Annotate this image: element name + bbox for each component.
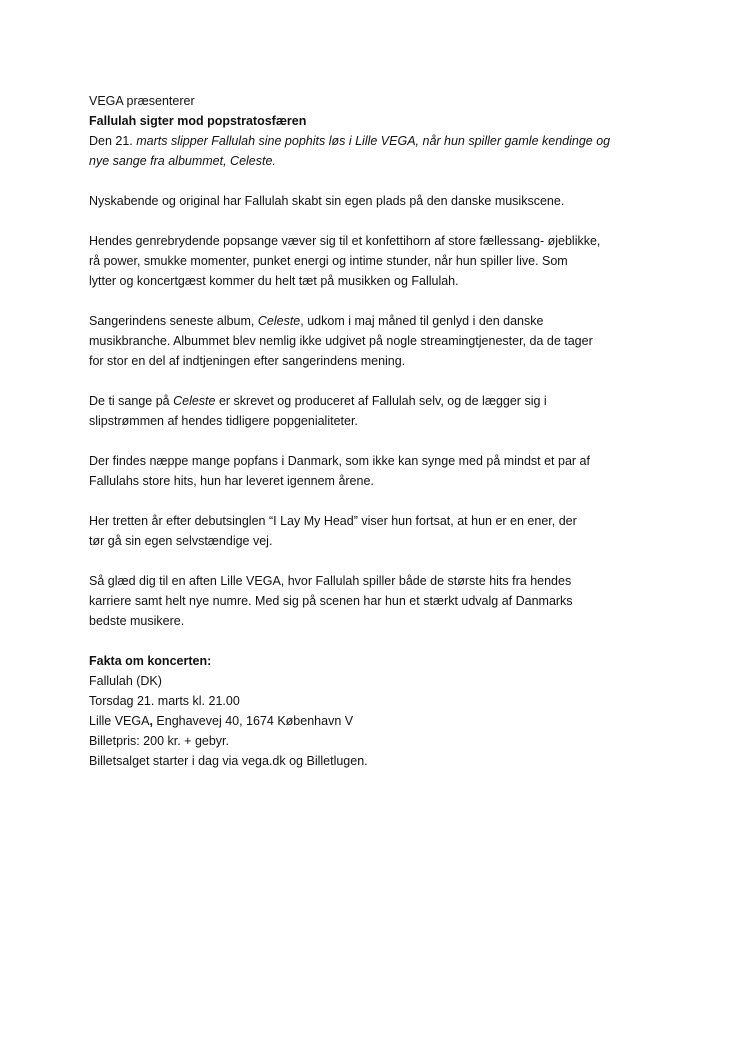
venue-name: Lille VEGA: [89, 714, 150, 728]
paragraph-5: [89, 451, 669, 491]
facts-artist: Fallulah (DK): [89, 674, 162, 688]
header-block: [89, 91, 669, 131]
paragraph-line: slipstrømmen af hendes tidligere popgenialiteter.: [89, 414, 358, 428]
album-title: Celeste: [173, 394, 216, 408]
document-body: [89, 91, 669, 771]
text-run: , udkom i maj måned til genlyd i den danske: [300, 314, 544, 328]
venue-comma: ,: [149, 714, 153, 728]
paragraph-line: for stor en del af indtjeningen efter sangerindens mening.: [89, 354, 406, 368]
paragraph-line: rå power, smukke momenter, punket energi og intime stunder, når hun spiller live. Som: [89, 254, 568, 268]
venue-address: Enghavevej 40, 1674 København V: [152, 714, 354, 728]
paragraph-line: lytter og koncertgæst kommer du helt tæt på musikken og Fallulah.: [89, 274, 459, 288]
lead-italic-1: marts slipper Fallulah sine pophits løs i Lille VEGA, når hun spiller gamle kendinge og: [136, 134, 611, 148]
paragraph-line: musikbranche. Albummet blev nemlig ikke udgivet på nogle streamingtjenester, da de tager: [89, 334, 593, 348]
lead-prefix: Den 21.: [89, 134, 137, 148]
presenter-line: VEGA præsenterer: [89, 94, 195, 108]
facts-sale: Billetsalget starter i dag via vega.dk og Billetlugen.: [89, 754, 368, 768]
paragraph-line: bedste musikere.: [89, 614, 185, 628]
paragraph-3: [89, 311, 669, 371]
facts-price: Billetpris: 200 kr. + gebyr.: [89, 734, 230, 748]
lead-paragraph: [89, 131, 669, 171]
paragraph-line: tør gå sin egen selvstændige vej.: [89, 534, 273, 548]
lead-line-1: [89, 131, 669, 151]
lead-line-2: nye sange fra albummet, Celeste.: [89, 154, 276, 168]
paragraph-line: Så glæd dig til en aften Lille VEGA, hvor Fallulah spiller både de største hits fra hendes: [89, 574, 572, 588]
album-title: Celeste: [257, 314, 301, 328]
facts-venue: [89, 711, 669, 731]
paragraph-line: Der findes næppe mange popfans i Danmark, som ikke kan synge med på mindst et par af: [89, 454, 590, 468]
text-run: er skrevet og produceret af Fallulah selv, og de lægger sig i: [215, 394, 547, 408]
text-run: De ti sange på: [89, 394, 174, 408]
facts-heading: Fakta om koncerten:: [89, 654, 212, 668]
headline: Fallulah sigter mod popstratosfæren: [89, 114, 307, 128]
paragraph-line: [89, 391, 669, 411]
paragraph-7: [89, 571, 669, 631]
facts-section: [89, 651, 669, 771]
paragraph-2: [89, 231, 669, 291]
paragraph-line: Fallulahs store hits, hun har leveret igennem årene.: [89, 474, 374, 488]
paragraph-4: [89, 391, 669, 431]
text-run: Sangerindens seneste album,: [89, 314, 258, 328]
paragraph-line: Hendes genrebrydende popsange væver sig til et konfettihorn af store fællessang- øjeblikke,: [89, 234, 601, 248]
facts-date: Torsdag 21. marts kl. 21.00: [89, 694, 240, 708]
paragraph-line: [89, 311, 669, 331]
paragraph-line: Her tretten år efter debutsinglen “I Lay My Head” viser hun fortsat, at hun er en ener, der: [89, 514, 577, 528]
paragraph-line: Nyskabende og original har Fallulah skabt sin egen plads på den danske musikscene.: [89, 194, 565, 208]
paragraph-6: [89, 511, 669, 551]
paragraph-line: karriere samt helt nye numre. Med sig på scenen har hun et stærkt udvalg af Danmarks: [89, 594, 573, 608]
paragraph-1: [89, 191, 669, 211]
